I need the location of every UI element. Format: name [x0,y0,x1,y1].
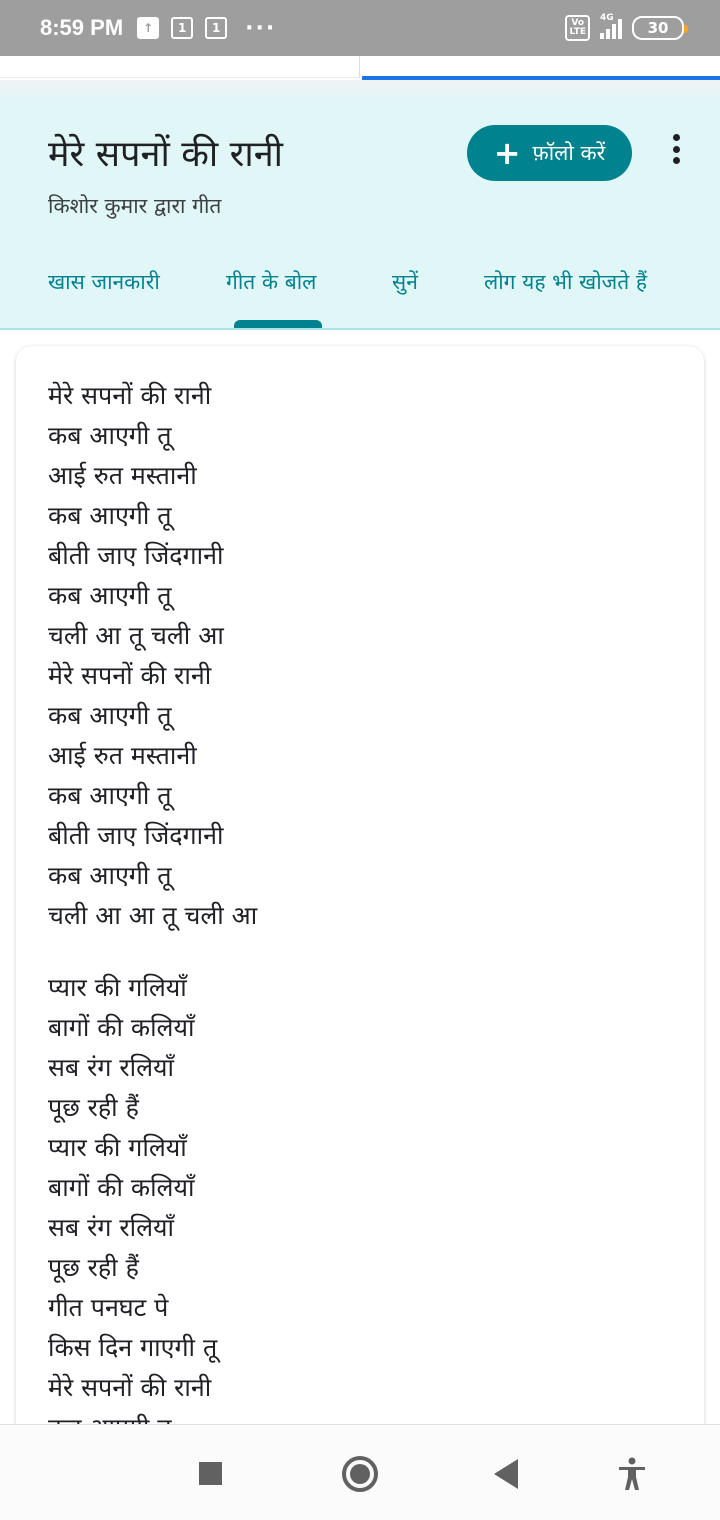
lyric-line: बागों की कलियाँ [48,1013,195,1042]
tab-listen[interactable]: सुनें [392,270,418,294]
lyric-line: कब आएगी तू [48,581,172,610]
lyric-line: पूछ रही हैं [48,1253,139,1282]
signal-4g-icon [600,13,622,39]
notification-1-icon: 1 [205,17,227,39]
lyric-line: कब आएगी तू [48,701,172,730]
knowledge-panel-header [0,98,720,330]
panel-tabs [0,264,720,328]
volte-icon: Vo LTE [565,15,590,41]
lyric-line: मेरे सपनों की रानी [48,381,212,410]
more-options-icon[interactable] [664,132,688,166]
lyrics-card [16,346,704,1476]
battery-icon [632,16,684,40]
lyric-line: गीत पनघट पे [48,1293,169,1322]
divider-shadow [0,80,720,98]
recents-square-icon[interactable] [199,1462,222,1485]
status-bar [0,0,720,56]
tab-people-also-search[interactable]: लोग यह भी खोजते हैं [484,270,648,294]
lyric-line: कब आएगी तू [48,781,172,810]
follow-button[interactable] [467,125,632,181]
follow-button-label: फ़ॉलो करें [532,141,606,165]
lyric-line: कब आएगी तू [48,861,172,890]
search-tabs-strip [0,56,720,80]
lyric-line: बागों की कलियाँ [48,1173,195,1202]
accessibility-icon[interactable] [616,1457,648,1491]
lyric-line: चली आ आ तू चली आ [48,901,258,930]
home-circle-icon[interactable] [342,1456,378,1492]
back-triangle-icon[interactable] [494,1459,518,1489]
lyric-line: चली आ तू चली आ [48,621,224,650]
status-time: 8:59 PM [40,15,124,40]
notification-1-icon: 1 [171,17,193,39]
system-nav-bar [0,1424,720,1520]
lyric-line: सब रंग रलियाँ [48,1053,174,1082]
lyric-line: किस दिन गाएगी तू [48,1333,218,1362]
lyric-line: कब आएगी तू [48,421,172,450]
tab-lyrics[interactable]: गीत के बोल [226,270,317,294]
plus-icon: + [493,134,521,172]
lyric-line: मेरे सपनों की रानी [48,1373,212,1402]
page-title: मेरे सपनों की रानी [48,134,283,175]
lyric-line: आई रुत मस्तानी [48,461,197,490]
more-dots-icon: ··· [245,15,277,41]
lyric-line: कब आएगी तू [48,501,172,530]
lyric-line: पूछ रही हैं [48,1093,139,1122]
lyric-line: प्यार की गलियाँ [48,973,187,1002]
network-label: 4G [600,13,614,23]
lyric-line: बीती जाए जिंदगानी [48,821,224,850]
lyrics-stanza-2 [48,968,217,1448]
lyrics-stanza-1 [48,376,257,936]
tab-overview[interactable]: खास जानकारी [48,270,160,294]
upload-icon: ↑ [137,17,159,39]
lyric-line: मेरे सपनों की रानी [48,661,212,690]
battery-level: 30 [647,19,669,37]
page-subtitle: किशोर कुमार द्वारा गीत [48,194,222,218]
lyric-line: आई रुत मस्तानी [48,741,197,770]
lyric-line: सब रंग रलियाँ [48,1213,174,1242]
lyric-line: प्यार की गलियाँ [48,1133,187,1162]
active-tab-indicator [234,320,322,328]
lyric-line: बीती जाए जिंदगानी [48,541,224,570]
search-tab-left[interactable] [0,56,360,78]
